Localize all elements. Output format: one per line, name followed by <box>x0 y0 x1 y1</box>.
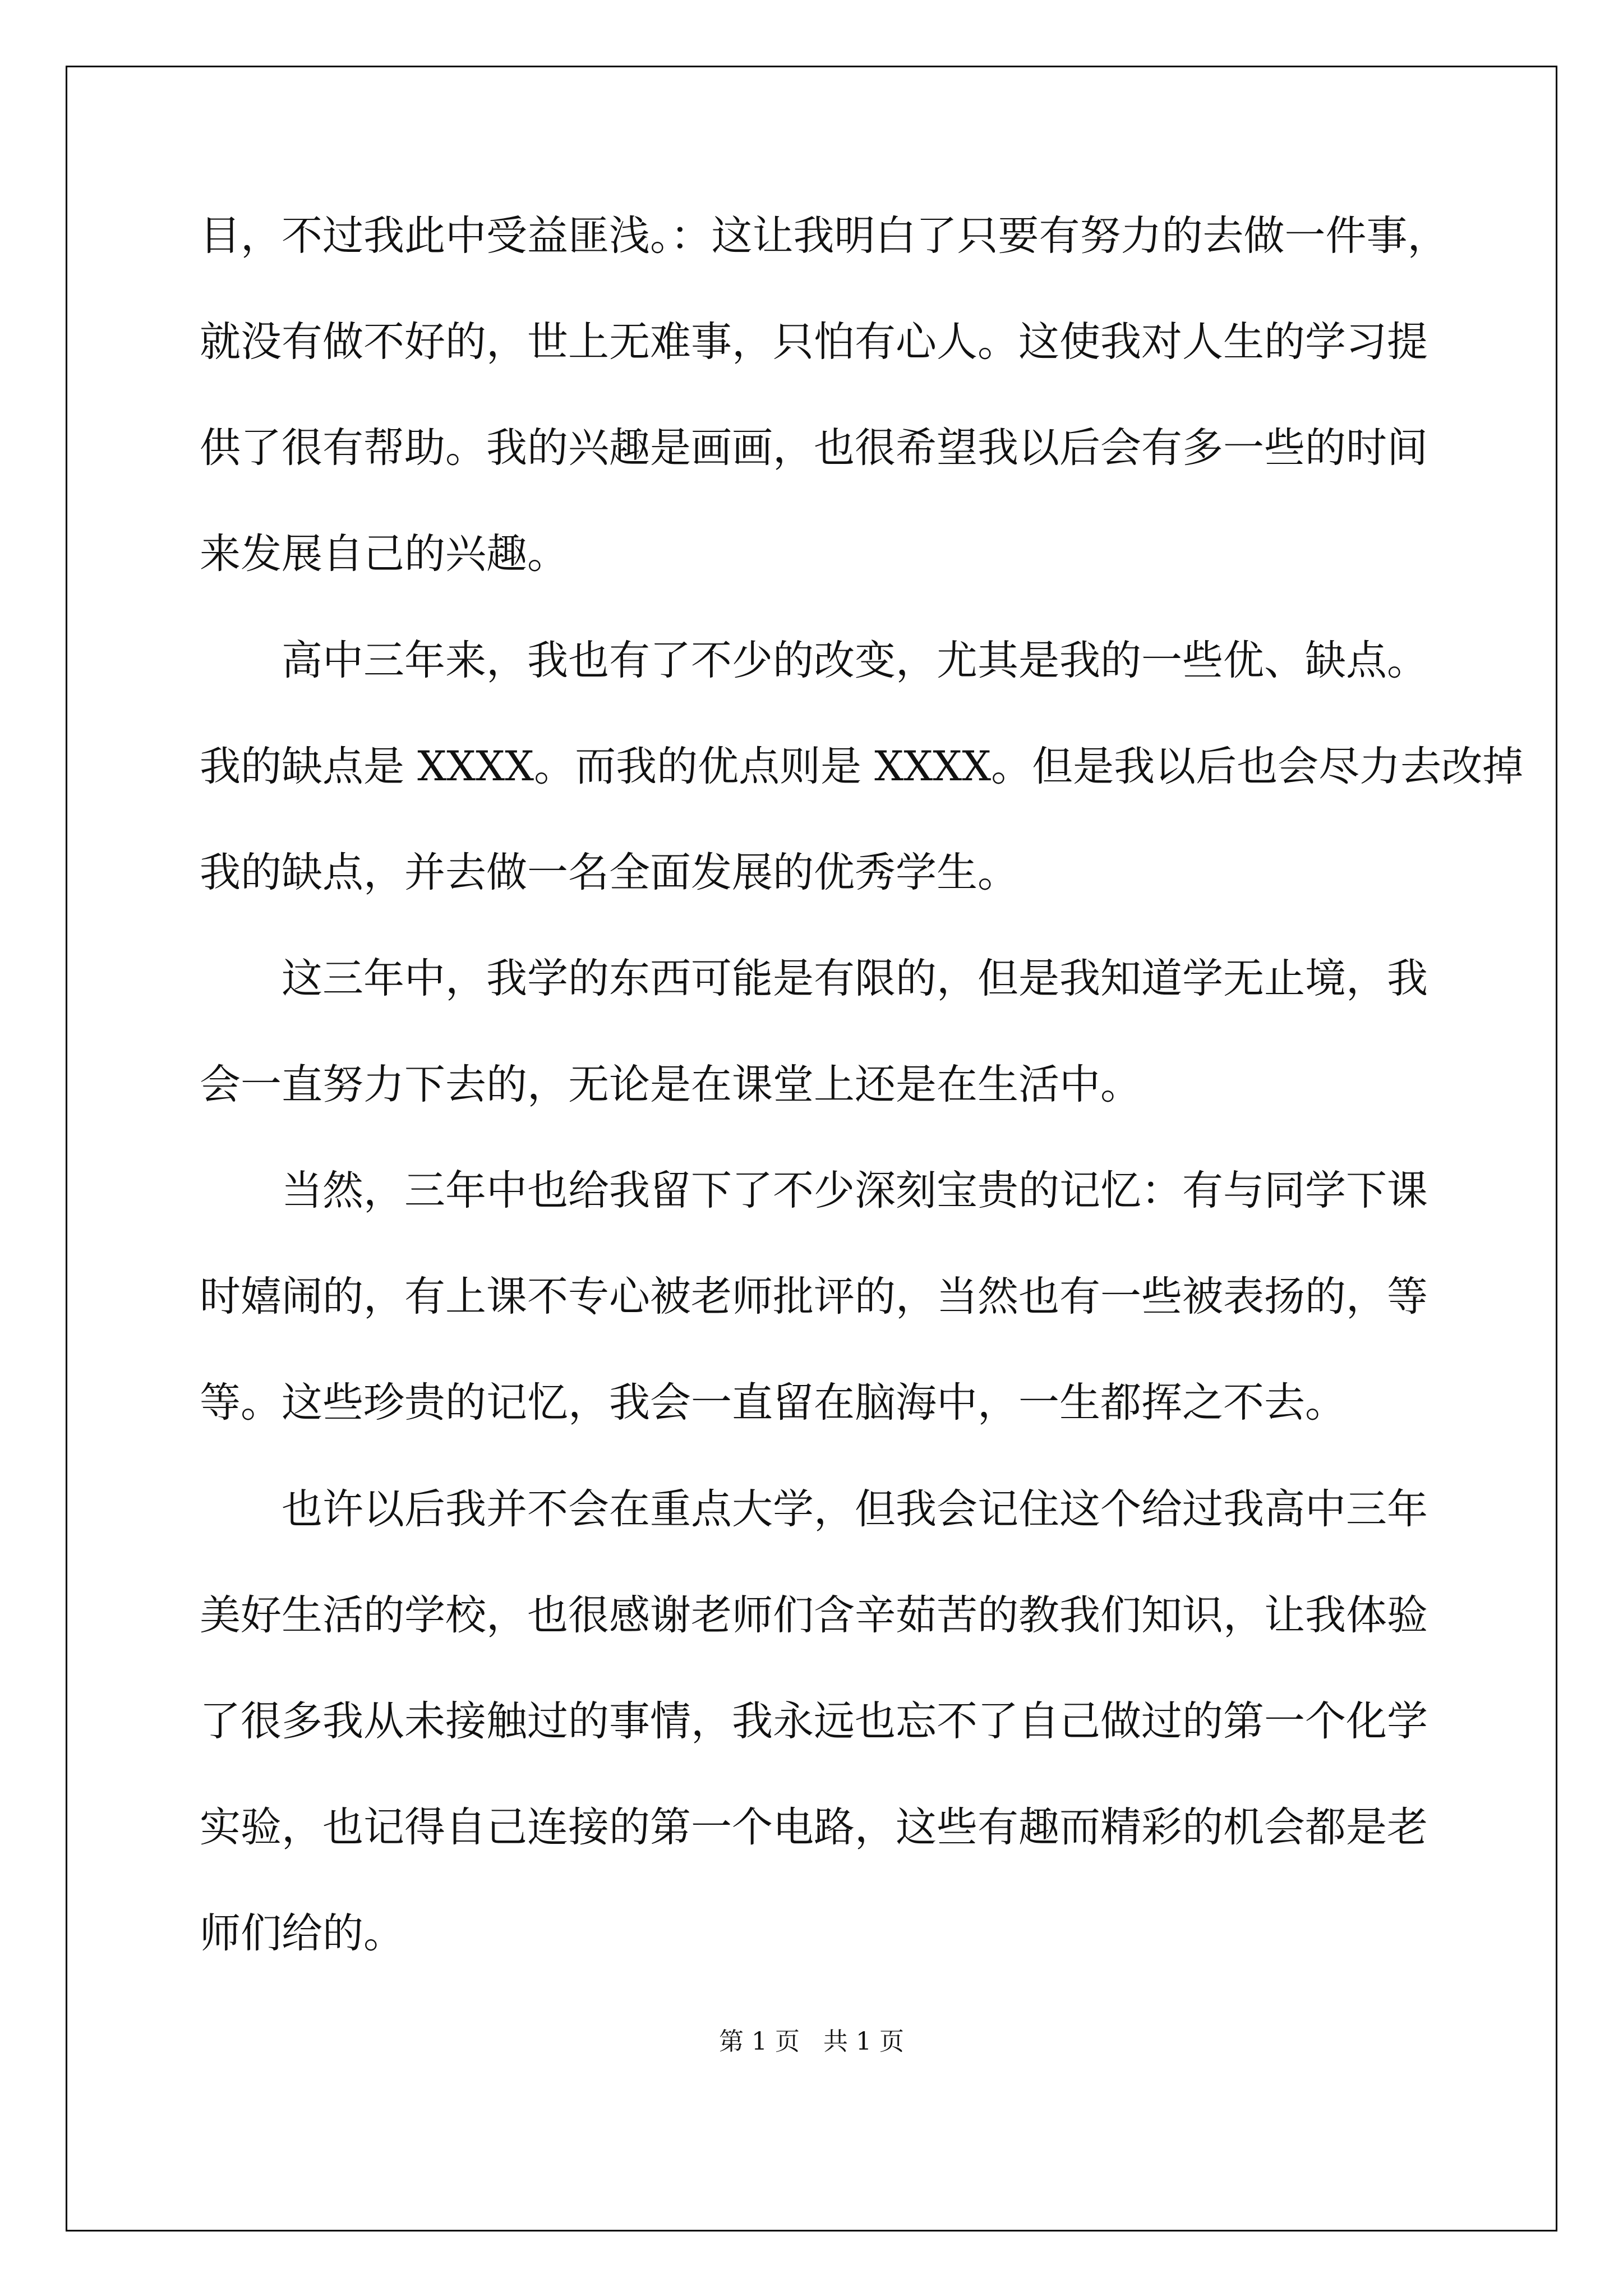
page-border <box>66 66 1557 2231</box>
text-line: 了很多我从未接触过的事情，我永远也忘不了自己做过的第一个化学 <box>200 1697 1428 1745</box>
text-line: 等。这些珍贵的记忆，我会一直留在脑海中，一生都挥之不去。 <box>200 1379 1346 1427</box>
paragraph-first-line: 这三年中，我学的东西可能是有限的，但是我知道学无止境，我 <box>282 955 1428 1002</box>
text-line: 我的缺点是 XXXX。而我的优点则是 XXXX。但是我以后也会尽力去改掉 <box>200 743 1524 790</box>
text-line: 我的缺点，并去做一名全面发展的优秀学生。 <box>200 849 1018 896</box>
text-line: 会一直努力下去的，无论是在课堂上还是在生活中。 <box>200 1061 1141 1108</box>
text-line: 供了很有帮助。我的兴趣是画画，也很希望我以后会有多一些的时间 <box>200 424 1428 472</box>
text-line: 师们给的。 <box>200 1910 404 1957</box>
text-line: 美好生活的学校，也很感谢老师们含辛茹苦的教我们知识，让我体验 <box>200 1591 1428 1639</box>
paragraph-first-line: 当然，三年中也给我留下了不少深刻宝贵的记忆：有与同学下课 <box>282 1167 1428 1214</box>
paragraph-first-line: 高中三年来，我也有了不少的改变，尤其是我的一些优、缺点。 <box>282 637 1428 684</box>
text-line: 实验，也记得自己连接的第一个电路，这些有趣而精彩的机会都是老 <box>200 1803 1428 1851</box>
paragraph-first-line: 也许以后我并不会在重点大学，但我会记住这个给过我高中三年 <box>282 1485 1428 1533</box>
text-line: 就没有做不好的，世上无难事，只怕有心人。这使我对人生的学习提 <box>200 318 1428 366</box>
page-number-footer: 第 1 页 共 1 页 <box>719 2027 904 2056</box>
text-line: 时嬉闹的，有上课不专心被老师批评的，当然也有一些被表扬的，等 <box>200 1273 1428 1320</box>
text-line: 目，不过我此中受益匪浅。：这让我明白了只要有努力的去做一件事， <box>200 212 1449 260</box>
text-line: 来发展自己的兴趣。 <box>200 530 568 578</box>
